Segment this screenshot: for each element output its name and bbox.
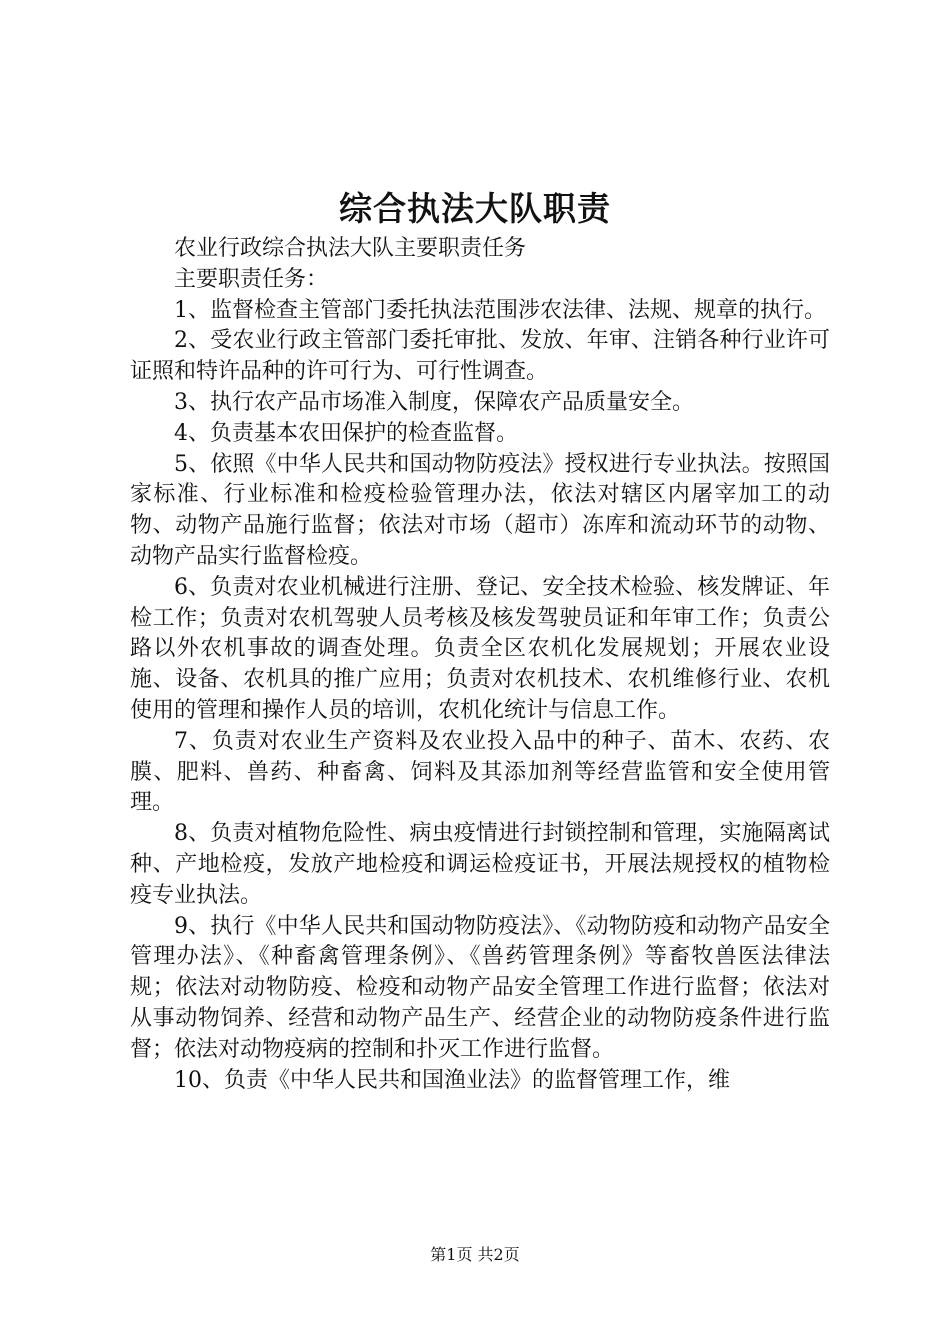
- document-body: [130, 234, 830, 1096]
- paragraph-item-1: 1、监督检查主管部门委托执法范围涉农法律、法规、规章的执行。: [174, 297, 826, 323]
- paragraph-item-3: 3、执行农产品市场准入制度，保障农产品质量安全。: [174, 389, 694, 415]
- paragraph-item-4: 4、负责基本农田保护的检查监督。: [174, 420, 518, 446]
- paragraph-item-10: 10、负责《中华人民共和国渔业法》的监督管理工作，维: [174, 1067, 730, 1093]
- paragraph-heading: 主要职责任务：: [174, 266, 329, 292]
- paragraph-subtitle: 农业行政综合执法大队主要职责任务: [174, 236, 527, 261]
- page-footer: 第1页 共2页: [430, 1245, 520, 1264]
- paragraph-item-2: 2、受农业行政主管部门委托审批、发放、年审、注销各种行业许可证照和特许品种的许可行为、可行性调查。: [130, 328, 830, 385]
- paragraph-item-8: 8、负责对植物危险性、病虫疫情进行封锁控制和管理，实施隔离试种、产地检疫，发放产地检疫和调运检疫证书，开展法规授权的植物检疫专业执法。: [130, 821, 830, 908]
- paragraph-item-6: 6、负责对农业机械进行注册、登记、安全技术检验、核发牌证、年检工作；负责对农机驾驶人员考核及核发驾驶员证和年审工作；负责公路以外农机事故的调查处理。负责全区农机化发展规划；开展农业设施、设备、农机具的推广应用；负责对农机技术、农机维修行业、农机使用的管理和操作人员的培训，农机化统计与信息工作。: [130, 574, 830, 723]
- document-title: 综合执法大队职责: [339, 189, 611, 228]
- paragraph-item-9: 9、执行《中华人民共和国动物防疫法》、《动物防疫和动物产品安全管理办法》、《种畜禽管理条例》、《兽药管理条例》等畜牧兽医法律法规；依法对动物防疫、检疫和动物产品安全管理工作进行监督；依法对从事动物饲养、经营和动物产品生产、经营企业的动物防疫条件进行监督；依法对动物疫病的控制和扑灭工作进行监督。: [130, 913, 830, 1062]
- paragraph-item-7: 7、负责对农业生产资料及农业投入品中的种子、苗木、农药、农膜、肥料、兽药、种畜禽、饲料及其添加剂等经营监管和安全使用管理。: [130, 728, 830, 816]
- paragraph-item-5: 5、依照《中华人民共和国动物防疫法》授权进行专业执法。按照国家标准、行业标准和检疫检验管理办法，依法对辖区内屠宰加工的动物、动物产品施行监督；依法对市场（超市）冻库和流动环节的动物、动物产品实行监督检疫。: [130, 451, 830, 569]
